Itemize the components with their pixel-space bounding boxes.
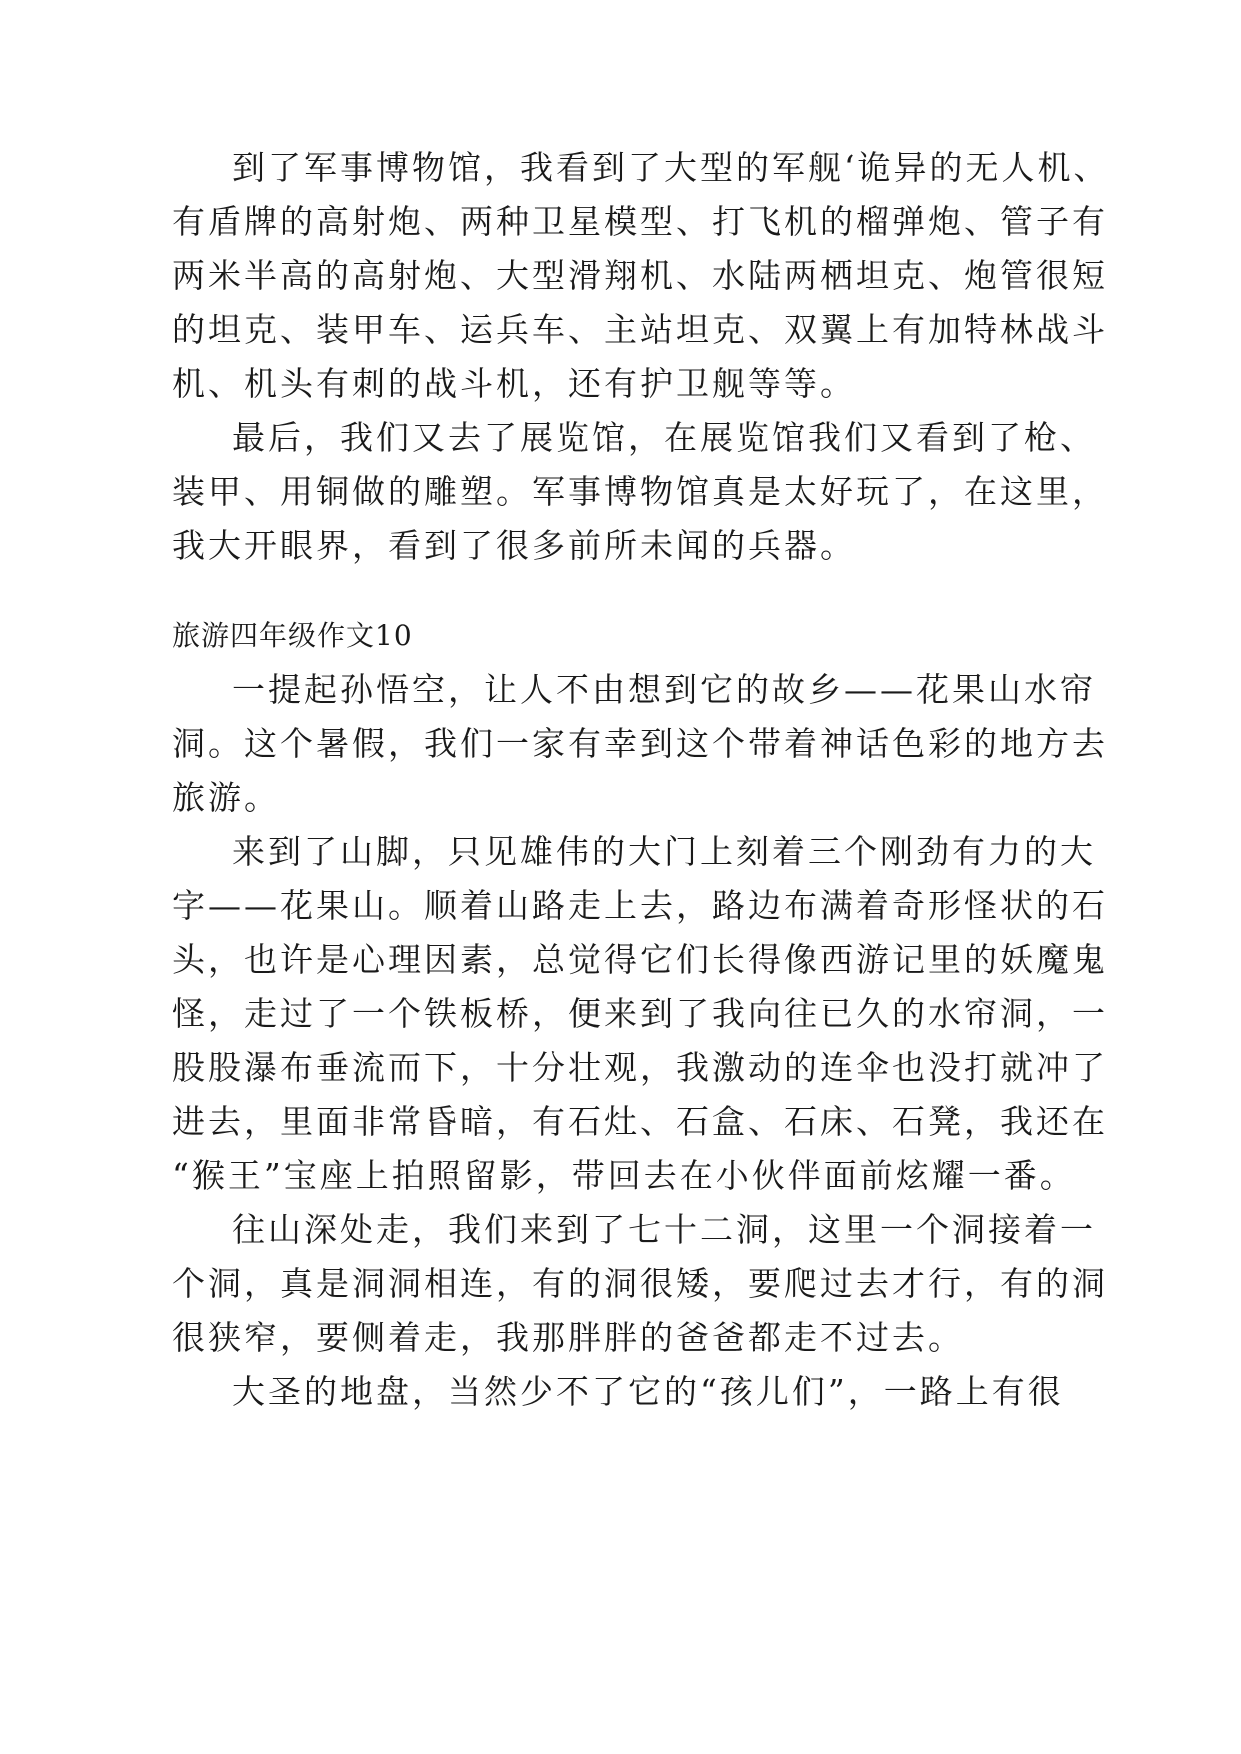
paragraph-line: 一提起孙悟空，让人不由想到它的故乡——花果山水帘 bbox=[232, 670, 1096, 709]
section-title: 旅游四年级作文10 bbox=[172, 619, 413, 652]
paragraph-line: 怪，走过了一个铁板桥，便来到了我向往已久的水帘洞，一 bbox=[172, 994, 1108, 1033]
paragraph-line: 两米半高的高射炮、大型滑翔机、水陆两栖坦克、炮管很短 bbox=[172, 256, 1108, 295]
paragraph-line: 装甲、用铜做的雕塑。军事博物馆真是太好玩了，在这里， bbox=[172, 472, 1108, 511]
paragraph-line: 我大开眼界，看到了很多前所未闻的兵器。 bbox=[172, 526, 856, 565]
paragraph-line: 机、机头有刺的战斗机，还有护卫舰等等。 bbox=[172, 364, 856, 403]
paragraph-line: 字——花果山。顺着山路走上去，路边布满着奇形怪状的石 bbox=[172, 886, 1108, 925]
paragraph-line: 到了军事博物馆，我看到了大型的军舰‘诡异的无人机、 bbox=[232, 148, 1110, 187]
paragraph-line: 大圣的地盘，当然少不了它的“孩儿们”，一路上有很 bbox=[232, 1372, 1064, 1411]
paragraph-line: “猴王”宝座上拍照留影，带回去在小伙伴面前炫耀一番。 bbox=[172, 1156, 1076, 1195]
paragraph-line: 洞。这个暑假，我们一家有幸到这个带着神话色彩的地方去 bbox=[172, 724, 1108, 763]
paragraph-line: 的坦克、装甲车、运兵车、主站坦克、双翼上有加特林战斗 bbox=[172, 310, 1108, 349]
paragraph-line: 来到了山脚，只见雄伟的大门上刻着三个刚劲有力的大 bbox=[232, 832, 1096, 871]
paragraph-line: 个洞，真是洞洞相连，有的洞很矮，要爬过去才行，有的洞 bbox=[172, 1264, 1108, 1303]
paragraph-line: 有盾牌的高射炮、两种卫星模型、打飞机的榴弹炮、管子有 bbox=[172, 202, 1108, 241]
paragraph-line: 进去，里面非常昏暗，有石灶、石盒、石床、石凳，我还在 bbox=[172, 1102, 1108, 1141]
paragraph-line: 头，也许是心理因素，总觉得它们长得像西游记里的妖魔鬼 bbox=[172, 940, 1108, 979]
paragraph-line: 往山深处走，我们来到了七十二洞，这里一个洞接着一 bbox=[232, 1210, 1096, 1249]
paragraph-line: 最后，我们又去了展览馆，在展览馆我们又看到了枪、 bbox=[232, 418, 1096, 457]
paragraph-line: 很狭窄，要侧着走，我那胖胖的爸爸都走不过去。 bbox=[172, 1318, 964, 1357]
paragraph-line: 股股瀑布垂流而下，十分壮观，我激动的连伞也没打就冲了 bbox=[172, 1048, 1108, 1087]
paragraph-line: 旅游。 bbox=[172, 778, 280, 817]
